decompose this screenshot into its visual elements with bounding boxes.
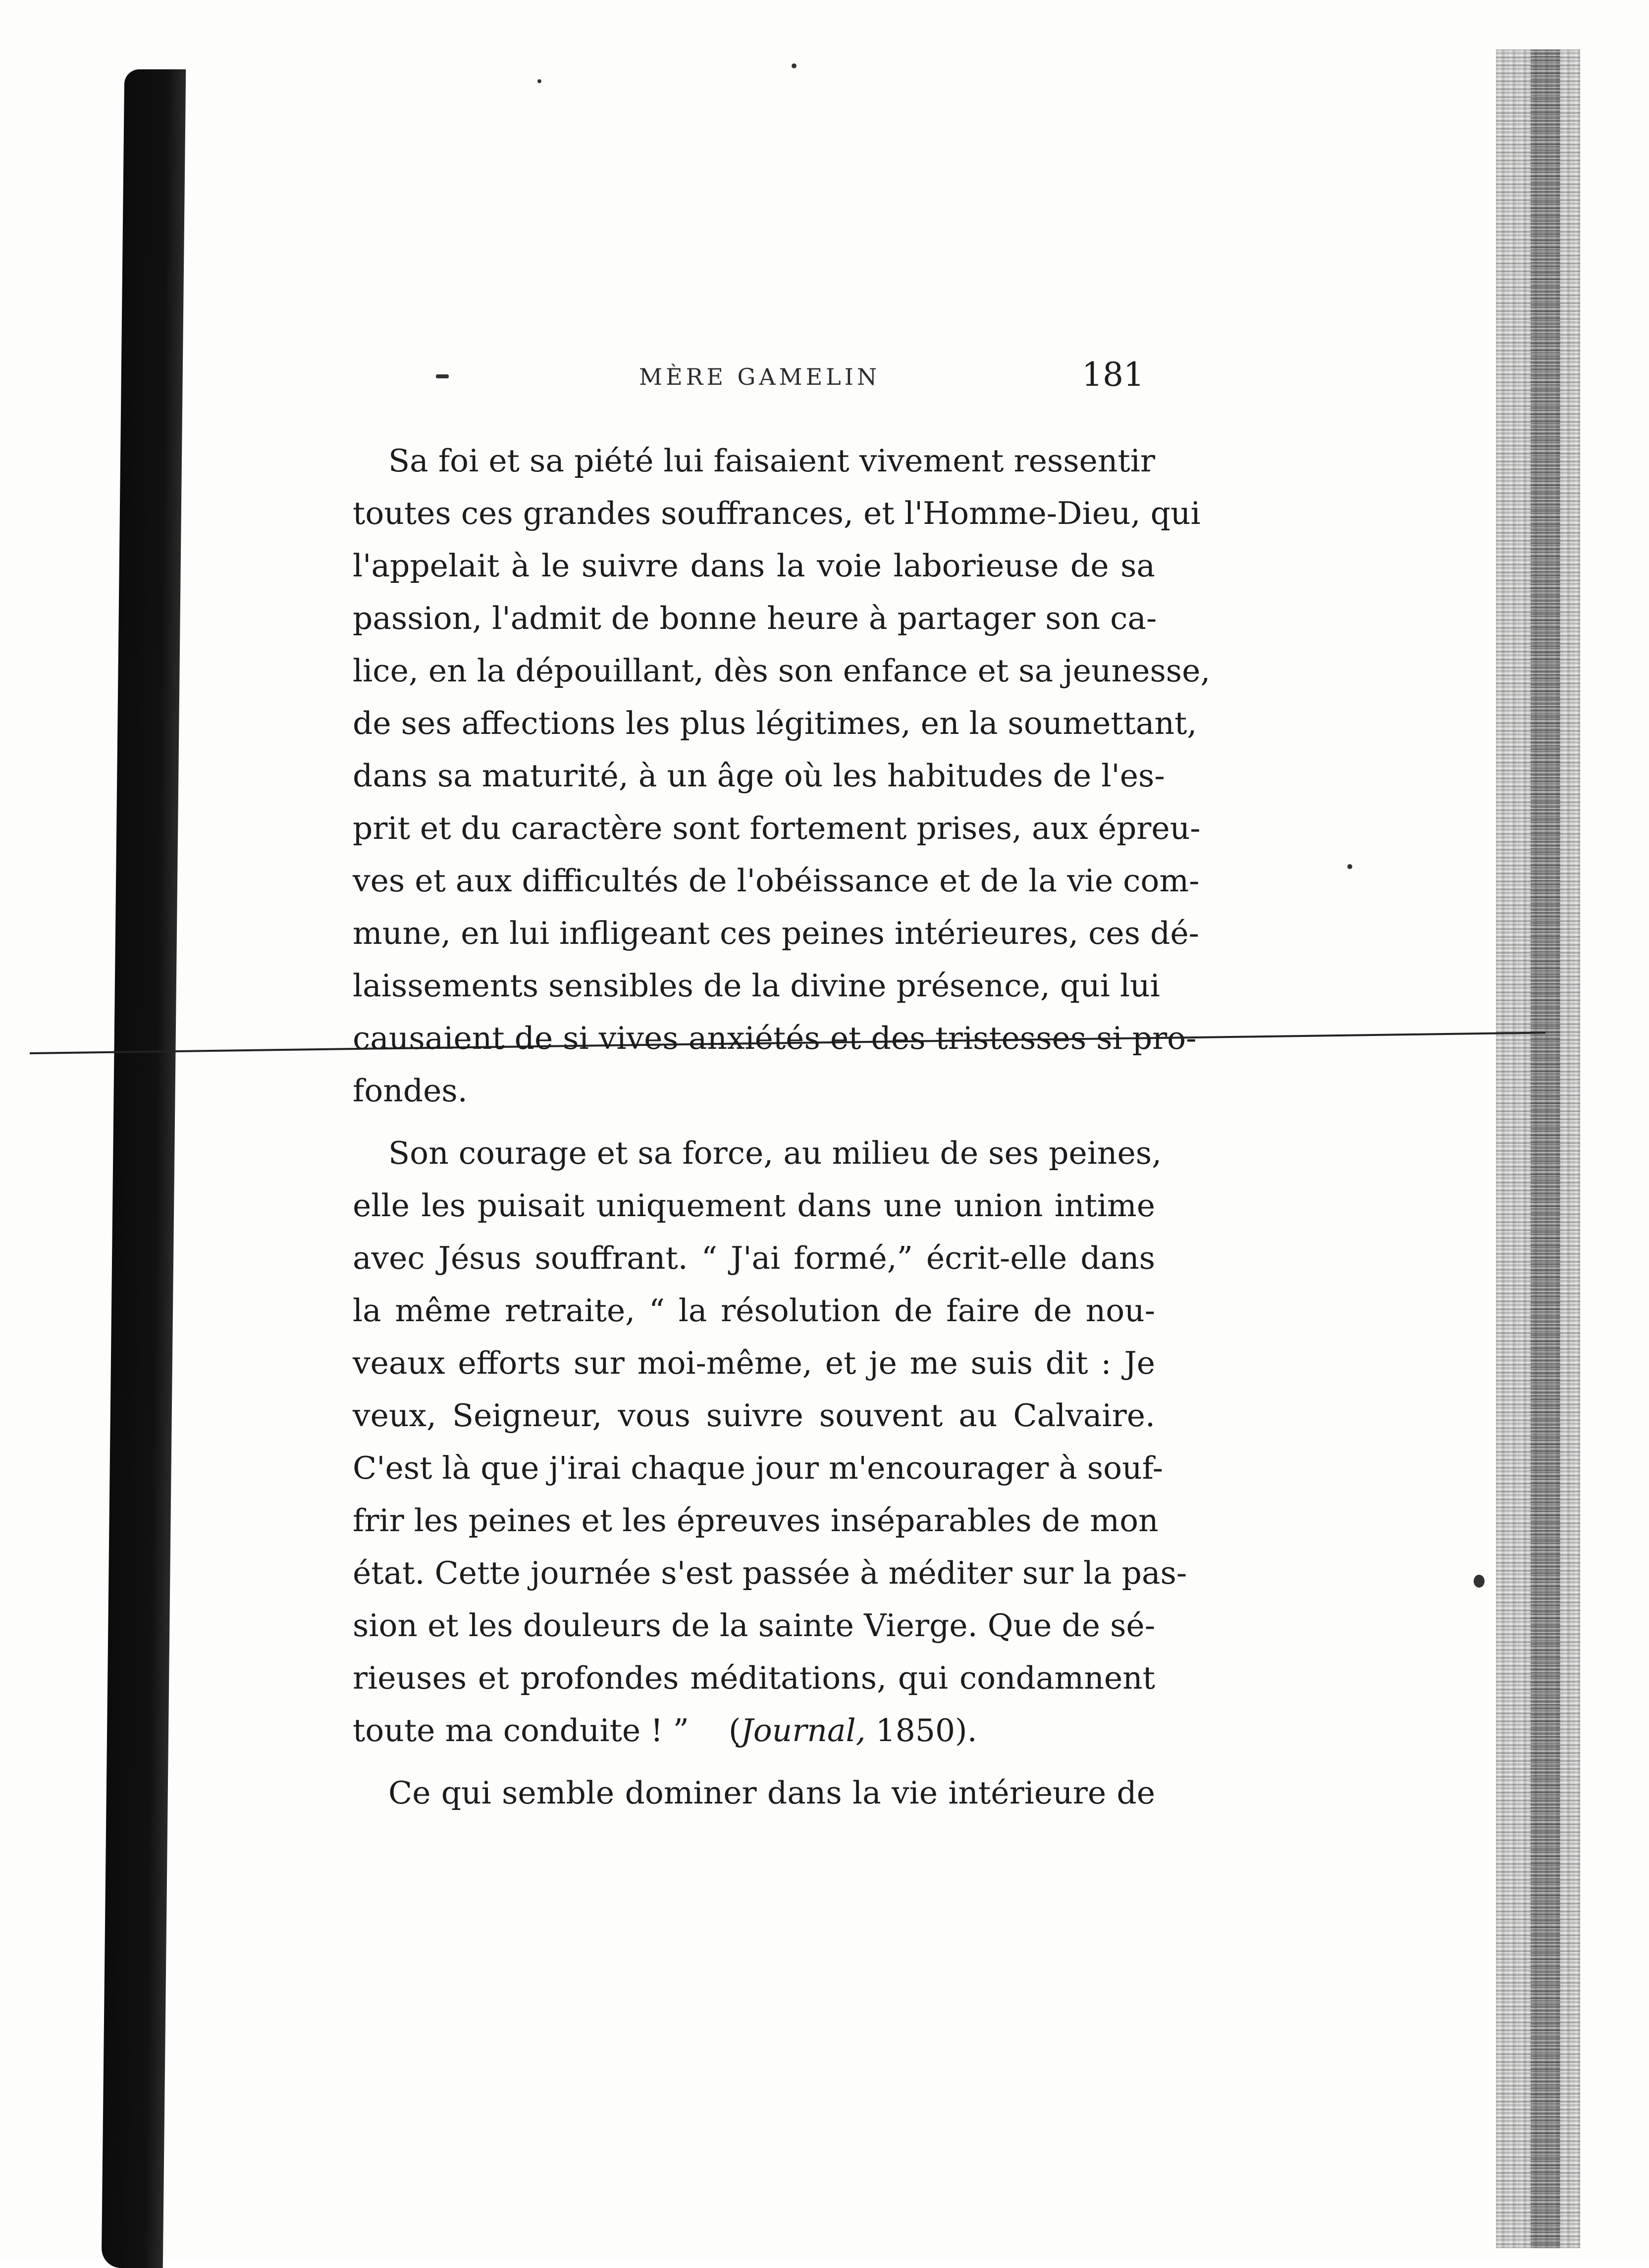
body-text <box>353 435 1211 1819</box>
text-line: l'appelait à le suivre dans la voie laborieuse de sa <box>353 548 1155 584</box>
text-line: Sa foi et sa piété lui faisaient vivement ressentir <box>388 443 1155 479</box>
text-line: de ses affections les plus légitimes, en la soumettant, <box>353 705 1197 741</box>
text-line: frir les peines et les épreuves inséparables de mon <box>353 1502 1159 1539</box>
page-edge-noise-inner <box>1531 50 1560 2248</box>
text-line: veaux efforts sur moi-même, et je me suis dit : Je <box>353 1345 1155 1381</box>
text-line: avec Jésus souffrant. “ J'ai formé,” écrit-elle dans <box>353 1240 1155 1276</box>
text-line: sion et les douleurs de la sainte Vierge. Que de sé- <box>353 1607 1155 1644</box>
paragraph-3 <box>353 1767 1155 1819</box>
page-number: 181 <box>1082 356 1144 394</box>
text-line: C'est là que j'irai chaque jour m'encourager à souf- <box>353 1450 1164 1486</box>
paragraph-2 <box>353 1127 1187 1757</box>
binding-shadow <box>102 69 186 2268</box>
text-line: la même retraite, “ la résolution de faire de nou- <box>353 1292 1155 1329</box>
paragraph-1 <box>353 435 1211 1117</box>
text-line-with-citation: toute ma conduite ! ” (Journal, 1850). <box>353 1712 977 1749</box>
text-line: passion, l'admit de bonne heure à partager son ca- <box>353 600 1157 636</box>
page-header <box>362 356 1144 400</box>
text-line: Ce qui semble dominer dans la vie intérieure de <box>388 1775 1155 1811</box>
text-line: rieuses et profondes méditations, qui condamnent <box>353 1660 1155 1696</box>
dust-speck <box>792 63 797 68</box>
citation-year: 1850). <box>875 1712 977 1749</box>
running-head: MÈRE GAMELIN <box>639 363 881 390</box>
text-line: elle les puisait uniquement dans une union intime <box>353 1187 1155 1224</box>
text-line: veux, Seigneur, vous suivre souvent au Calvaire. <box>353 1397 1155 1434</box>
text-line: ves et aux difficultés de l'obéissance et de la vie com- <box>353 863 1200 899</box>
dust-speck <box>537 79 541 83</box>
text-line: dans sa maturité, à un âge où les habitudes de l'es- <box>353 758 1165 794</box>
text-line: causaient de si vives anxiétés et des tristesses si pro- <box>353 1020 1197 1056</box>
citation-work: Journal, <box>741 1712 866 1749</box>
text-line: mune, en lui infligeant ces peines intérieures, ces dé- <box>353 915 1199 951</box>
dust-speck <box>1474 1575 1485 1588</box>
text-line: prit et du caractère sont fortement prises, aux épreu- <box>353 810 1201 846</box>
text-line: fondes. <box>353 1073 468 1109</box>
text-line: Son courage et sa force, au milieu de ses peines, <box>388 1135 1162 1171</box>
text-line: laissements sensibles de la divine présence, qui lui <box>353 968 1160 1004</box>
text-line: état. Cette journée s'est passée à méditer sur la pas- <box>353 1555 1187 1591</box>
text-line: lice, en la dépouillant, dès son enfance et sa jeunesse, <box>353 653 1211 689</box>
text-line: toute ma conduite ! ” <box>353 1712 689 1749</box>
dust-speck <box>1347 864 1352 869</box>
text-line: toutes ces grandes souffrances, et l'Homme-Dieu, qui <box>353 495 1201 531</box>
